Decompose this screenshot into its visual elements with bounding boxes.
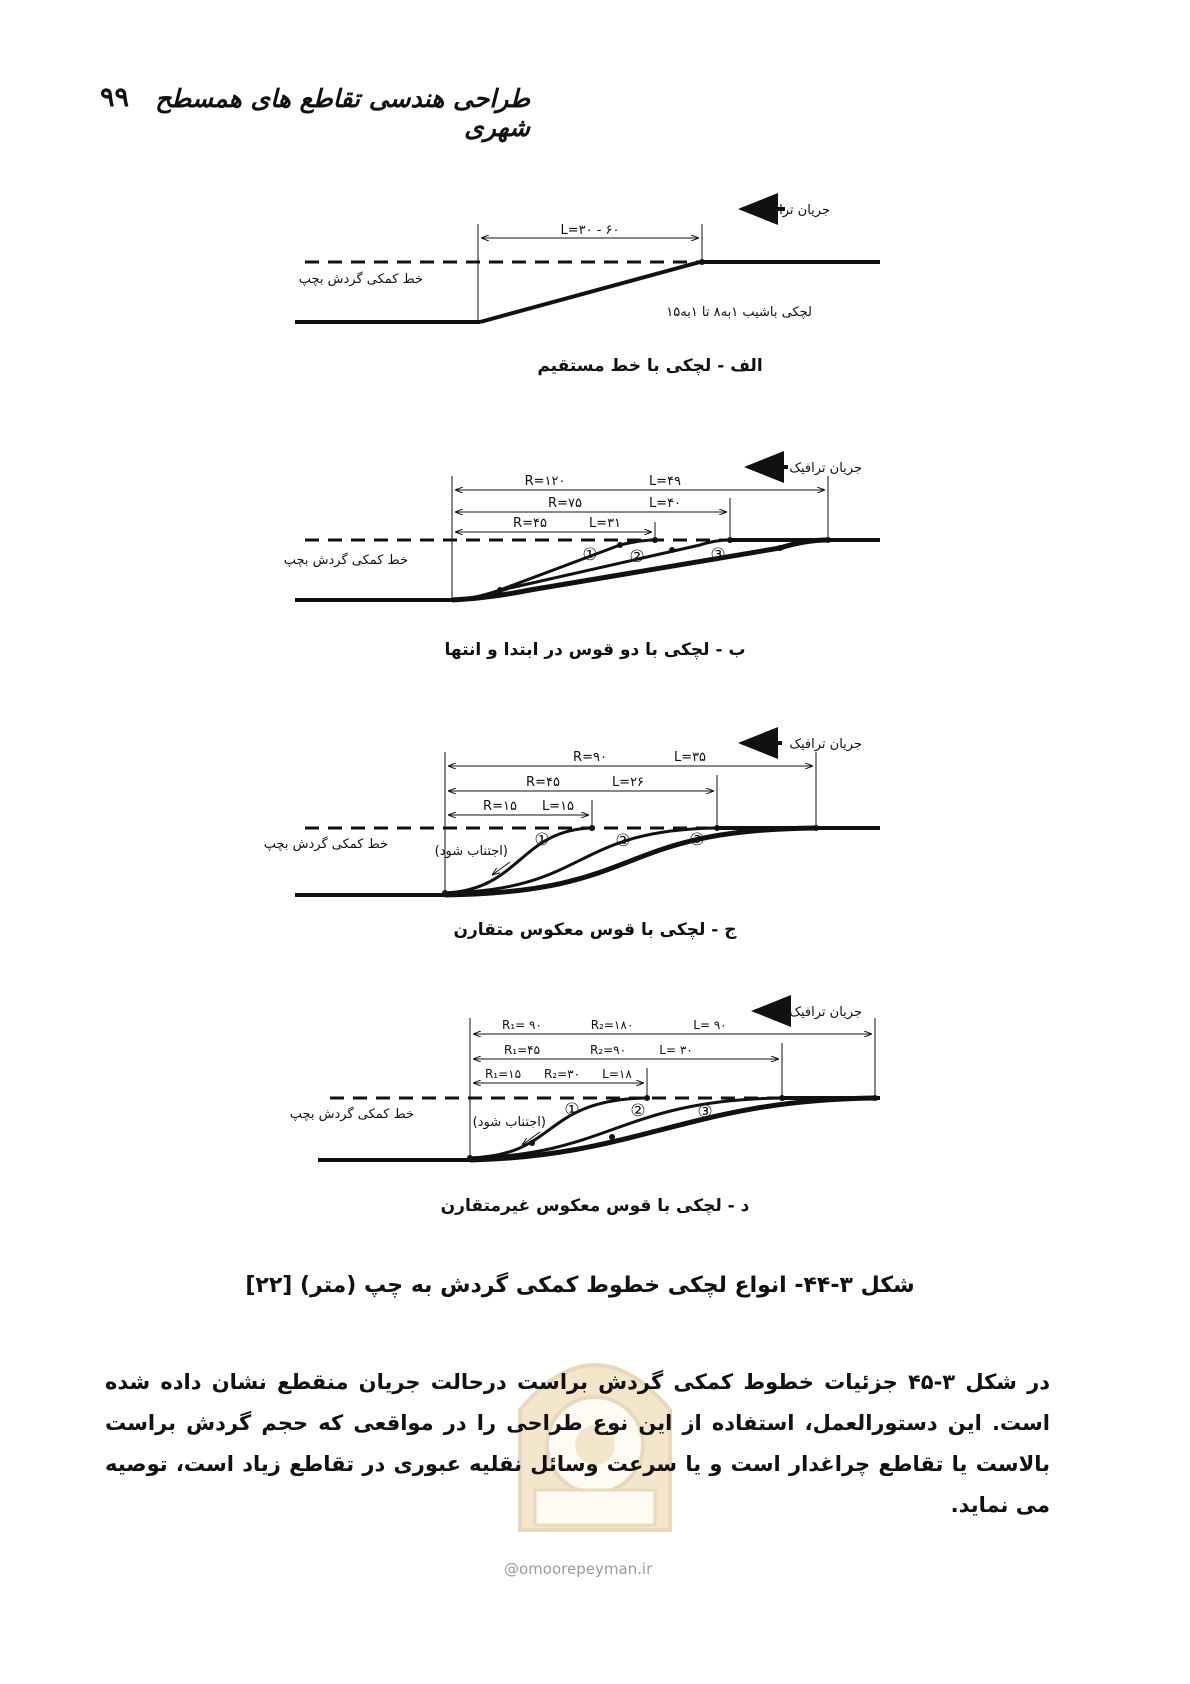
- radius-label: R=۱۵: [483, 799, 517, 814]
- avoid-note: (اجتناب شود): [472, 1115, 546, 1130]
- body-paragraph: در شکل ۳-۴۵ جزئیات خطوط کمکی گردش براست درحالت جریان منقطع نشان داده شده است. این دستورالعمل، استفاده از این نوع طراحی را در مواقعی که حجم گردش براست بالاست یا تقاطع چراغدار است و یا سرعت وسائل نقلیه عبوری در تقاطع زیاد است، توصیه می نماید.: [105, 1370, 1050, 1517]
- curve-marker: ②: [629, 547, 645, 567]
- figure-a-caption: الف - لچکی با خط مستقیم: [537, 356, 763, 376]
- avoid-note: (اجتناب شود): [434, 844, 508, 859]
- curve-marker: ①: [582, 545, 598, 565]
- aux-lane-label: خط کمکی گردش بچپ: [283, 553, 408, 568]
- length-label: L=۳۱: [588, 516, 622, 531]
- length-label: L=۳۵: [673, 750, 707, 765]
- slope-note: لچکی باشیب ۱به۸ تا ۱به۱۵: [666, 305, 812, 320]
- radius-2-label: R₂=۳۰: [543, 1067, 581, 1081]
- figure-c-caption: ج - لچکی با قوس معکوس متقارن: [453, 920, 737, 940]
- figure-b: [284, 461, 880, 600]
- figure-d-caption: د - لچکی با قوس معکوس غیرمتقارن: [440, 1196, 750, 1216]
- aux-lane-label: خط کمکی گردش بچپ: [289, 1107, 414, 1122]
- traffic-flow-label: جریان ترافیک: [789, 461, 862, 476]
- watermark-url: @omoorepeyman.ir: [504, 1560, 653, 1578]
- figure-a: [295, 203, 880, 322]
- radius-1-label: R₁=۱۵: [484, 1067, 522, 1081]
- traffic-flow-label: جریان ترافیک: [757, 203, 830, 218]
- aux-lane-label: خط کمکی گردش بچپ: [298, 272, 423, 287]
- radius-label: R=۹۰: [573, 750, 607, 765]
- radius-1-label: R₁= ۹۰: [502, 1018, 542, 1032]
- length-label: L=۱۵: [541, 799, 575, 814]
- curve-marker: ②: [630, 1101, 646, 1121]
- radius-2-label: R₂=۱۸۰: [590, 1018, 634, 1032]
- length-label: L= ۳۰: [659, 1043, 693, 1057]
- dimension-label: L=۳۰ - ۶۰: [560, 223, 620, 238]
- figure-c: [264, 737, 880, 896]
- figure-d: [290, 1005, 880, 1161]
- curve-marker: ③: [689, 830, 705, 850]
- curve-marker: ③: [710, 545, 726, 565]
- radius-label: R=۴۵: [526, 775, 560, 790]
- curve-marker: ①: [534, 830, 550, 850]
- length-label: L=۱۸: [602, 1067, 632, 1081]
- length-label: L= ۹۰: [693, 1018, 727, 1032]
- aux-lane-label: خط کمکی گردش بچپ: [263, 837, 388, 852]
- length-label: L=۲۶: [611, 775, 645, 790]
- length-label: L=۴۰: [648, 496, 682, 511]
- taper-curve-1: [452, 540, 655, 600]
- curve-marker: ②: [615, 831, 631, 851]
- traffic-flow-label: جریان ترافیک: [789, 1005, 862, 1020]
- curve-marker: ③: [697, 1102, 713, 1122]
- radius-2-label: R₂=۹۰: [589, 1043, 627, 1057]
- radius-label: R=۱۲۰: [524, 474, 566, 489]
- figure-b-caption: ب - لچکی با دو قوس در ابتدا و انتها: [444, 640, 746, 660]
- page-number: ۹۹: [100, 82, 130, 113]
- traffic-flow-label: جریان ترافیک: [789, 737, 862, 752]
- curve-marker: ①: [564, 1100, 580, 1120]
- radius-1-label: R₁=۴۵: [503, 1043, 541, 1057]
- radius-label: R=۷۵: [548, 496, 582, 511]
- figure-caption: شکل ۳-۴۴- انواع لچکی خطوط کمکی گردش به چپ (متر) [۲۲]: [245, 1273, 915, 1298]
- radius-label: R=۴۵: [513, 516, 547, 531]
- length-label: L=۴۹: [648, 474, 682, 489]
- running-title: طراحی هندسی تقاطع های همسطح شهری: [155, 84, 530, 142]
